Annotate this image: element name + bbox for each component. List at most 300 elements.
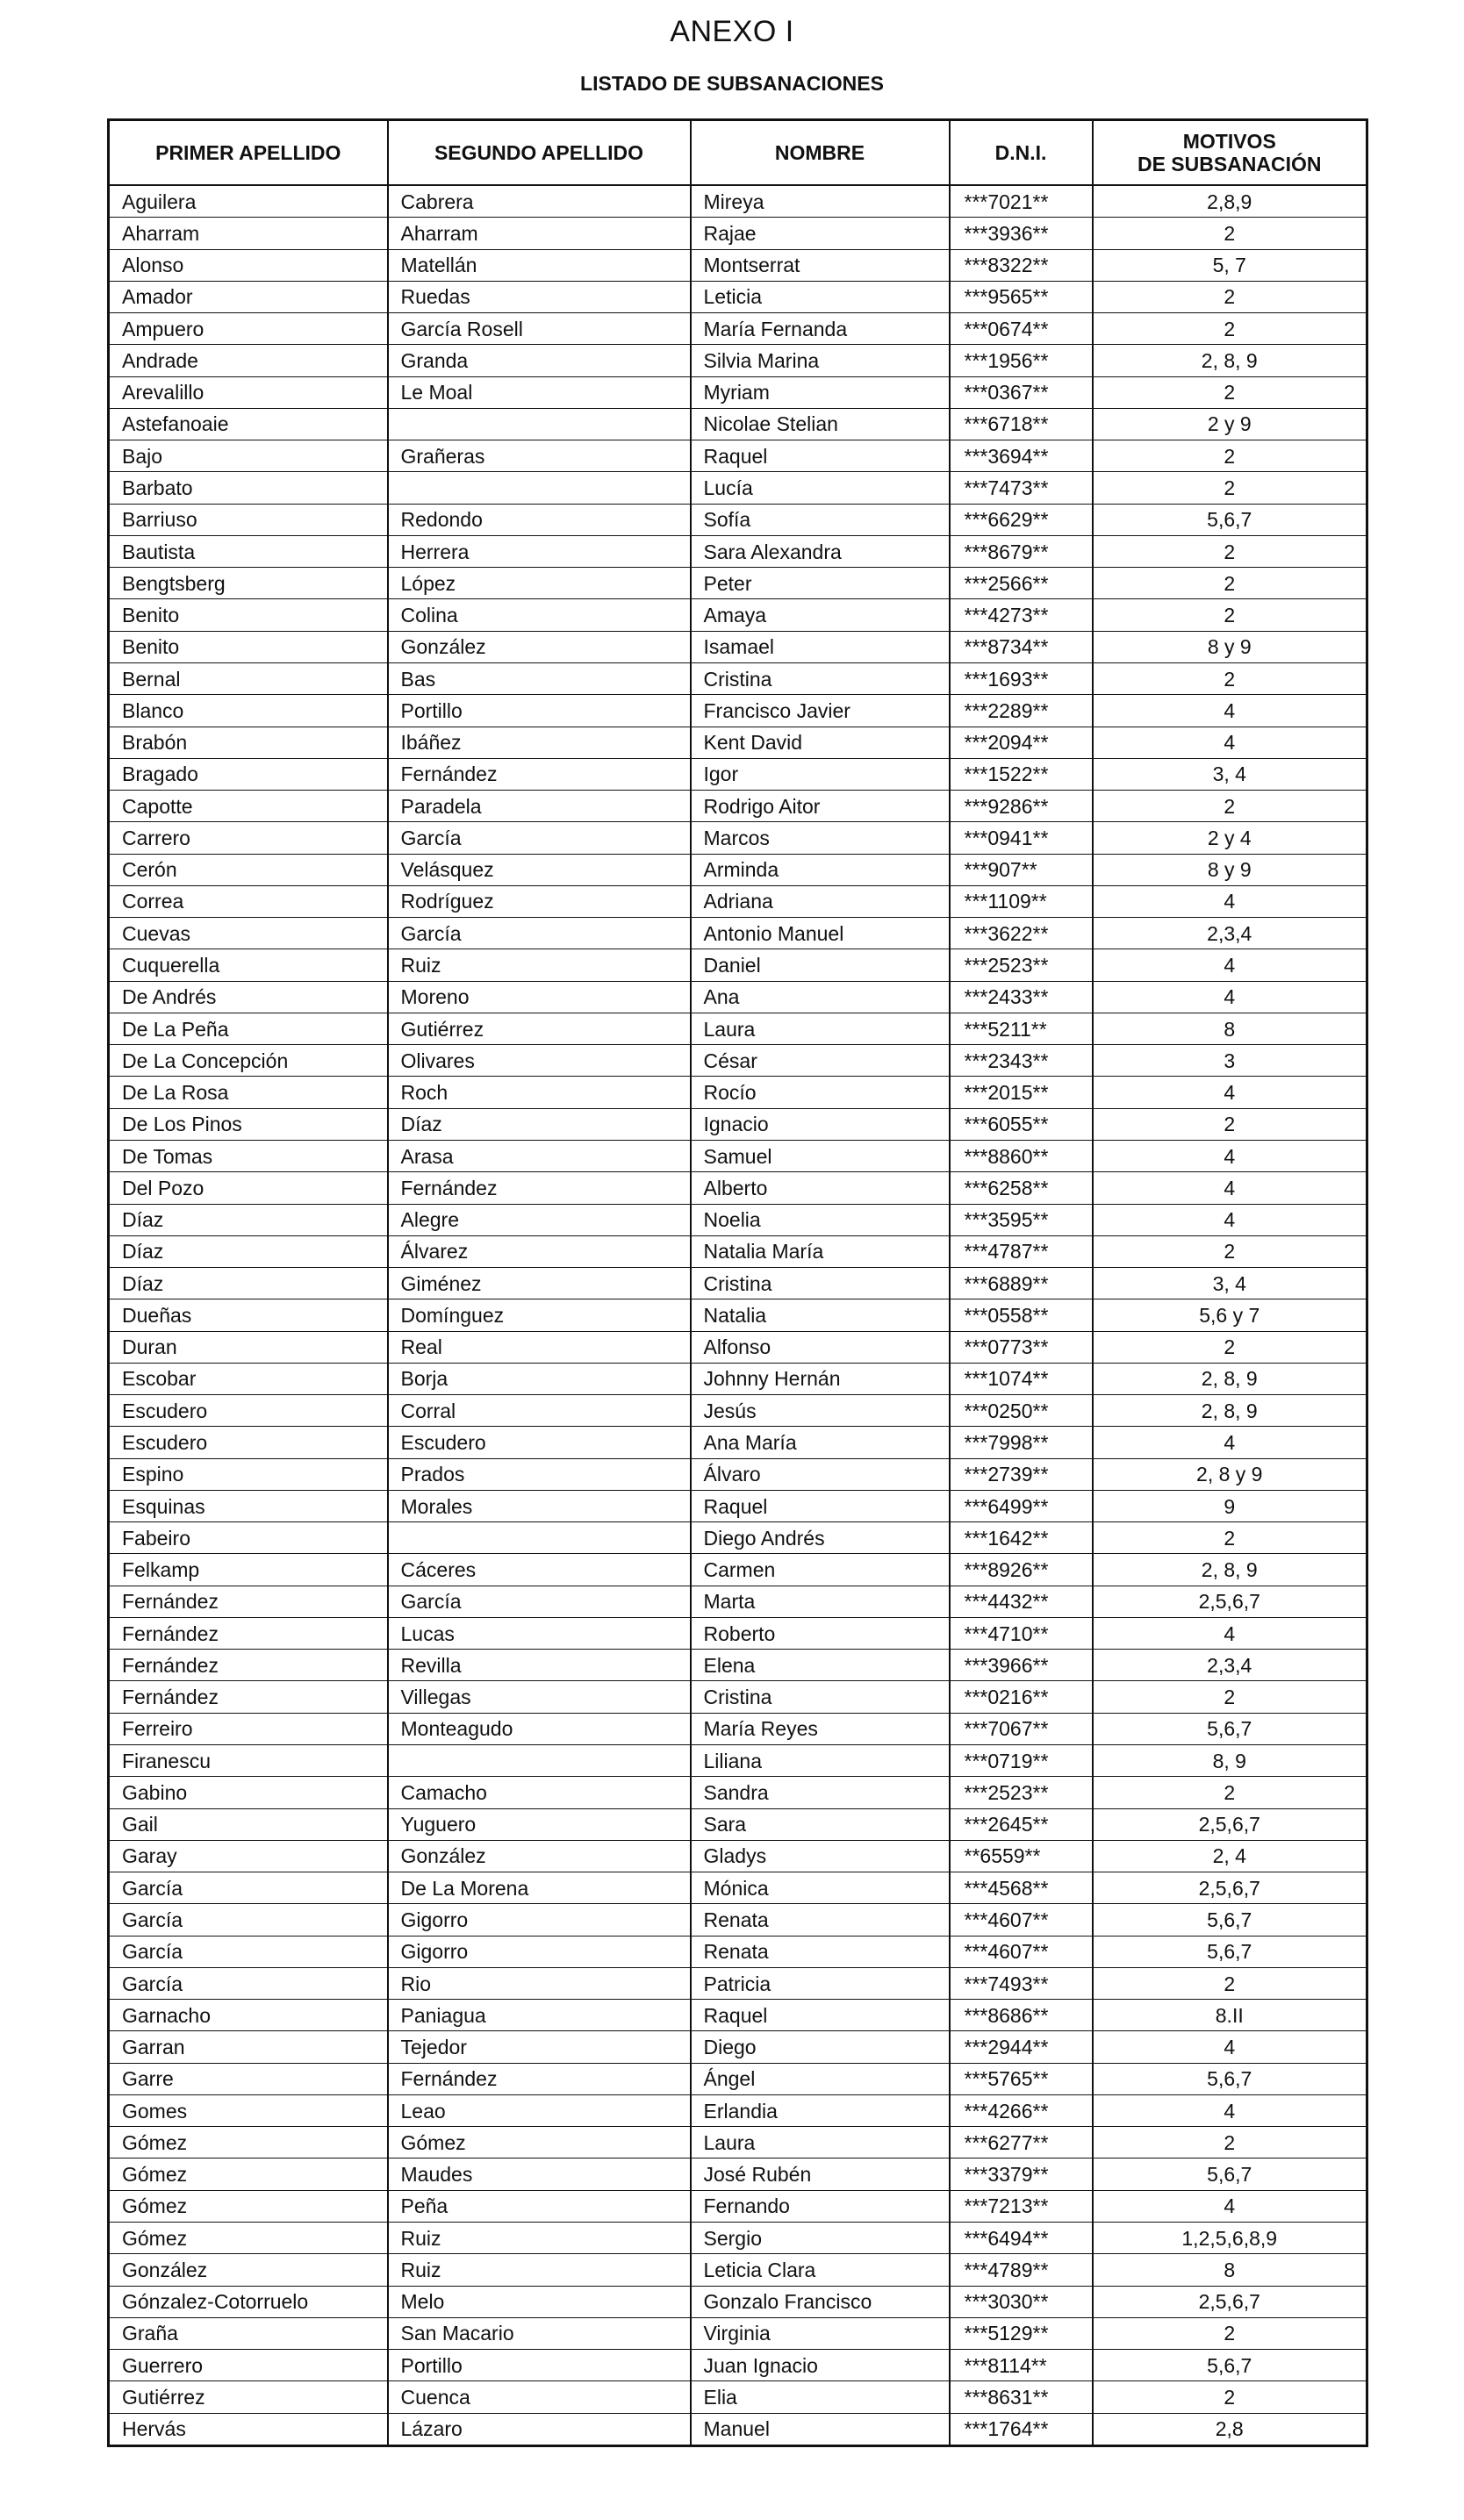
table-row (109, 1745, 1367, 1777)
motivos-cell: 8, 9 (1093, 1745, 1367, 1777)
table-row (109, 1013, 1367, 1044)
segundo-apellido-cell: Gigorro (388, 1936, 691, 1967)
dni-cell: ***0367** (950, 376, 1093, 408)
primer-apellido-cell: Gómez (109, 2127, 388, 2158)
dni-cell: ***9286** (950, 791, 1093, 822)
dni-cell: ***4607** (950, 1904, 1093, 1936)
motivos-cell: 8 y 9 (1093, 854, 1367, 885)
nombre-cell: Sergio (691, 2223, 950, 2254)
primer-apellido-cell: Escudero (109, 1395, 388, 1427)
nombre-cell: Raquel (691, 440, 950, 472)
primer-apellido-cell: Capotte (109, 791, 388, 822)
header-motivos (1093, 120, 1367, 186)
table-row (109, 822, 1367, 854)
primer-apellido-cell: Bengtsberg (109, 568, 388, 599)
primer-apellido-cell: Astefanoaie (109, 408, 388, 440)
primer-apellido-cell: Bajo (109, 440, 388, 472)
segundo-apellido-cell: Velásquez (388, 854, 691, 885)
dni-cell: ***6499** (950, 1490, 1093, 1521)
nombre-cell: Sandra (691, 1777, 950, 1808)
dni-cell: ***3694** (950, 440, 1093, 472)
motivos-cell: 2,3,4 (1093, 918, 1367, 949)
motivos-cell: 2, 8 y 9 (1093, 1458, 1367, 1490)
primer-apellido-cell: Bernal (109, 662, 388, 694)
dni-cell: ***2433** (950, 981, 1093, 1013)
nombre-cell: Silvia Marina (691, 345, 950, 376)
segundo-apellido-cell (388, 472, 691, 504)
nombre-cell: Elia (691, 2381, 950, 2413)
nombre-cell: Arminda (691, 854, 950, 885)
segundo-apellido-cell: González (388, 631, 691, 662)
nombre-cell: Sara (691, 1808, 950, 1840)
dni-cell: ***0773** (950, 1331, 1093, 1363)
segundo-apellido-cell: Herrera (388, 535, 691, 567)
segundo-apellido-cell: Prados (388, 1458, 691, 1490)
segundo-apellido-cell: Borja (388, 1363, 691, 1394)
segundo-apellido-cell: Alegre (388, 1204, 691, 1235)
segundo-apellido-cell: Paradela (388, 791, 691, 822)
table-row (109, 218, 1367, 249)
primer-apellido-cell: Guerrero (109, 2350, 388, 2381)
segundo-apellido-cell: García (388, 918, 691, 949)
primer-apellido-cell: Garran (109, 2031, 388, 2063)
nombre-cell: Diego Andrés (691, 1522, 950, 1554)
table-row (109, 599, 1367, 631)
table-row (109, 727, 1367, 758)
table-row (109, 376, 1367, 408)
motivos-cell: 5, 7 (1093, 249, 1367, 281)
dni-cell: ***6718** (950, 408, 1093, 440)
segundo-apellido-cell: Gutiérrez (388, 1013, 691, 1044)
nombre-cell: Ana María (691, 1427, 950, 1458)
primer-apellido-cell: Gomes (109, 2094, 388, 2126)
page-subtitle: LISTADO DE SUBSANACIONES (580, 72, 884, 95)
primer-apellido-cell: Brabón (109, 727, 388, 758)
table-row (109, 1554, 1367, 1586)
nombre-cell: Natalia María (691, 1235, 950, 1267)
table-row (109, 1108, 1367, 1140)
dni-cell: ***6889** (950, 1268, 1093, 1299)
motivos-cell: 5,6,7 (1093, 2350, 1367, 2381)
segundo-apellido-cell: Gómez (388, 2127, 691, 2158)
subsanaciones-table (107, 118, 1368, 2447)
motivos-cell: 8 (1093, 1013, 1367, 1044)
table-row (109, 1172, 1367, 1204)
table-row (109, 345, 1367, 376)
dni-cell: ***0941** (950, 822, 1093, 854)
primer-apellido-cell: García (109, 1872, 388, 1904)
segundo-apellido-cell: García (388, 1586, 691, 1617)
nombre-cell: Ana (691, 981, 950, 1013)
dni-cell: ***1764** (950, 2413, 1093, 2445)
segundo-apellido-cell: De La Morena (388, 1872, 691, 1904)
dni-cell: ***1074** (950, 1363, 1093, 1394)
table-row (109, 2158, 1367, 2190)
dni-cell: ***7213** (950, 2190, 1093, 2222)
motivos-cell: 4 (1093, 885, 1367, 917)
nombre-cell: Marcos (691, 822, 950, 854)
motivos-cell: 2 (1093, 535, 1367, 567)
primer-apellido-cell: Barbato (109, 472, 388, 504)
table-row (109, 1427, 1367, 1458)
table-row (109, 2094, 1367, 2126)
dni-cell: ***3622** (950, 918, 1093, 949)
segundo-apellido-cell: Leao (388, 2094, 691, 2126)
segundo-apellido-cell: Ruiz (388, 2254, 691, 2286)
nombre-cell: Virginia (691, 2317, 950, 2349)
motivos-cell: 2 (1093, 281, 1367, 312)
dni-cell: ***6277** (950, 2127, 1093, 2158)
header-nombre: NOMBRE (691, 120, 950, 186)
nombre-cell: Myriam (691, 376, 950, 408)
segundo-apellido-cell: Fernández (388, 1172, 691, 1204)
segundo-apellido-cell: García Rosell (388, 313, 691, 345)
dni-cell: ***1693** (950, 662, 1093, 694)
dni-cell: ***8860** (950, 1140, 1093, 1171)
table-row (109, 1363, 1367, 1394)
dni-cell: ***1522** (950, 758, 1093, 790)
nombre-cell: Raquel (691, 2000, 950, 2031)
motivos-cell: 2, 8, 9 (1093, 1554, 1367, 1586)
dni-cell: ***0216** (950, 1681, 1093, 1713)
table-row (109, 2223, 1367, 2254)
primer-apellido-cell: Amador (109, 281, 388, 312)
nombre-cell: Manuel (691, 2413, 950, 2445)
dni-cell: ***2523** (950, 949, 1093, 981)
motivos-cell: 1,2,5,6,8,9 (1093, 2223, 1367, 2254)
primer-apellido-cell: Gómez (109, 2190, 388, 2222)
primer-apellido-cell: Benito (109, 631, 388, 662)
nombre-cell: Alberto (691, 1172, 950, 1204)
segundo-apellido-cell: Portillo (388, 2350, 691, 2381)
motivos-cell: 4 (1093, 981, 1367, 1013)
primer-apellido-cell: Díaz (109, 1204, 388, 1235)
table-row (109, 1586, 1367, 1617)
table-row (109, 1235, 1367, 1267)
table-row (109, 1522, 1367, 1554)
table-row (109, 313, 1367, 345)
primer-apellido-cell: De La Peña (109, 1013, 388, 1044)
primer-apellido-cell: Díaz (109, 1235, 388, 1267)
nombre-cell: Raquel (691, 1490, 950, 1521)
dni-cell: ***4787** (950, 1235, 1093, 1267)
segundo-apellido-cell: Granda (388, 345, 691, 376)
dni-cell: ***2566** (950, 568, 1093, 599)
nombre-cell: Rocío (691, 1077, 950, 1108)
primer-apellido-cell: Espino (109, 1458, 388, 1490)
motivos-cell: 4 (1093, 695, 1367, 727)
table-row (109, 1490, 1367, 1521)
nombre-cell: Igor (691, 758, 950, 790)
table-row (109, 1268, 1367, 1299)
motivos-cell: 2 (1093, 2317, 1367, 2349)
dni-cell: ***6055** (950, 1108, 1093, 1140)
nombre-cell: Johnny Hernán (691, 1363, 950, 1394)
table-row (109, 662, 1367, 694)
dni-cell: ***8686** (950, 2000, 1093, 2031)
dni-cell: ***5211** (950, 1013, 1093, 1044)
nombre-cell: Roberto (691, 1617, 950, 1649)
dni-cell: ***1642** (950, 1522, 1093, 1554)
primer-apellido-cell: González (109, 2254, 388, 2286)
table-row (109, 1077, 1367, 1108)
table-row (109, 1617, 1367, 1649)
segundo-apellido-cell: Cuenca (388, 2381, 691, 2413)
segundo-apellido-cell: Le Moal (388, 376, 691, 408)
table-row (109, 1331, 1367, 1363)
dni-cell: ***1956** (950, 345, 1093, 376)
dni-cell: ***4710** (950, 1617, 1093, 1649)
motivos-cell: 2,5,6,7 (1093, 2286, 1367, 2317)
motivos-cell: 2 y 4 (1093, 822, 1367, 854)
header-primer-apellido: PRIMER APELLIDO (109, 120, 388, 186)
segundo-apellido-cell: Real (388, 1331, 691, 1363)
motivos-cell: 2 (1093, 440, 1367, 472)
motivos-cell: 2 (1093, 662, 1367, 694)
primer-apellido-cell: Graña (109, 2317, 388, 2349)
segundo-apellido-cell: Camacho (388, 1777, 691, 1808)
table-row (109, 2031, 1367, 2063)
nombre-cell: Gladys (691, 1840, 950, 1872)
table-row (109, 1681, 1367, 1713)
motivos-cell: 2 (1093, 791, 1367, 822)
motivos-cell: 5,6,7 (1093, 1713, 1367, 1744)
nombre-cell: Alfonso (691, 1331, 950, 1363)
motivos-cell: 4 (1093, 949, 1367, 981)
nombre-cell: Cristina (691, 662, 950, 694)
table-row (109, 504, 1367, 535)
segundo-apellido-cell: Matellán (388, 249, 691, 281)
motivos-cell: 2 y 9 (1093, 408, 1367, 440)
primer-apellido-cell: De Tomas (109, 1140, 388, 1171)
motivos-cell: 4 (1093, 727, 1367, 758)
primer-apellido-cell: Gail (109, 1808, 388, 1840)
dni-cell: **6559** (950, 1840, 1093, 1872)
motivos-cell: 5,6,7 (1093, 1936, 1367, 1967)
table-row (109, 1808, 1367, 1840)
nombre-cell: Patricia (691, 1967, 950, 1999)
primer-apellido-cell: Ampuero (109, 313, 388, 345)
segundo-apellido-cell (388, 1522, 691, 1554)
table-row (109, 2413, 1367, 2445)
segundo-apellido-cell: Álvarez (388, 1235, 691, 1267)
primer-apellido-cell: Carrero (109, 822, 388, 854)
dni-cell: ***5765** (950, 2063, 1093, 2094)
motivos-cell: 3, 4 (1093, 1268, 1367, 1299)
motivos-cell: 2 (1093, 1967, 1367, 1999)
primer-apellido-cell: Fernández (109, 1650, 388, 1681)
primer-apellido-cell: Garre (109, 2063, 388, 2094)
motivos-cell: 5,6,7 (1093, 2158, 1367, 2190)
primer-apellido-cell: De La Rosa (109, 1077, 388, 1108)
motivos-cell: 2,5,6,7 (1093, 1586, 1367, 1617)
segundo-apellido-cell: Roch (388, 1077, 691, 1108)
nombre-cell: Liliana (691, 1745, 950, 1777)
dni-cell: ***5129** (950, 2317, 1093, 2349)
motivos-cell: 4 (1093, 1140, 1367, 1171)
nombre-cell: Antonio Manuel (691, 918, 950, 949)
primer-apellido-cell: Blanco (109, 695, 388, 727)
dni-cell: ***2094** (950, 727, 1093, 758)
nombre-cell: Amaya (691, 599, 950, 631)
motivos-cell: 2,8,9 (1093, 185, 1367, 218)
table-row (109, 854, 1367, 885)
table-row (109, 949, 1367, 981)
nombre-cell: Leticia (691, 281, 950, 312)
nombre-cell: Marta (691, 1586, 950, 1617)
dni-cell: ***2343** (950, 1045, 1093, 1077)
motivos-cell: 2 (1093, 1777, 1367, 1808)
primer-apellido-cell: Fabeiro (109, 1522, 388, 1554)
dni-cell: ***8734** (950, 631, 1093, 662)
dni-cell: ***2523** (950, 1777, 1093, 1808)
table-row (109, 1936, 1367, 1967)
segundo-apellido-cell: San Macario (388, 2317, 691, 2349)
nombre-cell: Cristina (691, 1268, 950, 1299)
motivos-cell: 4 (1093, 2031, 1367, 2063)
table-row (109, 2254, 1367, 2286)
table-row (109, 758, 1367, 790)
motivos-cell: 2, 4 (1093, 1840, 1367, 1872)
primer-apellido-cell: Esquinas (109, 1490, 388, 1521)
primer-apellido-cell: Hervás (109, 2413, 388, 2445)
motivos-cell: 2,5,6,7 (1093, 1872, 1367, 1904)
nombre-cell: María Reyes (691, 1713, 950, 1744)
nombre-cell: Natalia (691, 1299, 950, 1331)
motivos-cell: 2 (1093, 2381, 1367, 2413)
dni-cell: ***2645** (950, 1808, 1093, 1840)
nombre-cell: Cristina (691, 1681, 950, 1713)
header-motivos-line2: DE SUBSANACIÓN (1137, 153, 1322, 175)
table-row (109, 1458, 1367, 1490)
table-row (109, 1840, 1367, 1872)
dni-cell: ***4273** (950, 599, 1093, 631)
motivos-cell: 5,6,7 (1093, 1904, 1367, 1936)
motivos-cell: 4 (1093, 1204, 1367, 1235)
table-row (109, 1299, 1367, 1331)
primer-apellido-cell: García (109, 1967, 388, 1999)
table-row (109, 281, 1367, 312)
motivos-cell: 3, 4 (1093, 758, 1367, 790)
motivos-cell: 2 (1093, 218, 1367, 249)
nombre-cell: Mónica (691, 1872, 950, 1904)
table-row (109, 535, 1367, 567)
motivos-cell: 8 y 9 (1093, 631, 1367, 662)
primer-apellido-cell: Firanescu (109, 1745, 388, 1777)
dni-cell: ***4266** (950, 2094, 1093, 2126)
motivos-cell: 5,6 y 7 (1093, 1299, 1367, 1331)
table-row (109, 1713, 1367, 1744)
dni-cell: ***3379** (950, 2158, 1093, 2190)
dni-cell: ***7021** (950, 185, 1093, 218)
motivos-cell: 2 (1093, 1331, 1367, 1363)
primer-apellido-cell: De Los Pinos (109, 1108, 388, 1140)
table-header-row (109, 120, 1367, 186)
dni-cell: ***8679** (950, 535, 1093, 567)
table-row (109, 2000, 1367, 2031)
dni-cell: ***8114** (950, 2350, 1093, 2381)
table-row (109, 185, 1367, 218)
motivos-cell: 5,6,7 (1093, 504, 1367, 535)
segundo-apellido-cell: Domínguez (388, 1299, 691, 1331)
table-row (109, 2127, 1367, 2158)
dni-cell: ***0674** (950, 313, 1093, 345)
segundo-apellido-cell: Lucas (388, 1617, 691, 1649)
table-row (109, 2063, 1367, 2094)
dni-cell: ***3595** (950, 1204, 1093, 1235)
motivos-cell: 4 (1093, 1172, 1367, 1204)
table-row (109, 885, 1367, 917)
dni-cell: ***4607** (950, 1936, 1093, 1967)
segundo-apellido-cell: Ibáñez (388, 727, 691, 758)
primer-apellido-cell: Correa (109, 885, 388, 917)
dni-cell: ***7473** (950, 472, 1093, 504)
dni-cell: ***6494** (950, 2223, 1093, 2254)
primer-apellido-cell: Gónzalez-Cotorruelo (109, 2286, 388, 2317)
dni-cell: ***2015** (950, 1077, 1093, 1108)
segundo-apellido-cell: Morales (388, 1490, 691, 1521)
motivos-cell: 2 (1093, 472, 1367, 504)
table-row (109, 2317, 1367, 2349)
segundo-apellido-cell: Maudes (388, 2158, 691, 2190)
table-row (109, 1140, 1367, 1171)
dni-cell: ***7998** (950, 1427, 1093, 1458)
table-row (109, 2286, 1367, 2317)
primer-apellido-cell: Del Pozo (109, 1172, 388, 1204)
motivos-cell: 4 (1093, 2190, 1367, 2222)
nombre-cell: Rajae (691, 218, 950, 249)
segundo-apellido-cell: Bas (388, 662, 691, 694)
header-segundo-apellido: SEGUNDO APELLIDO (388, 120, 691, 186)
motivos-cell: 2, 8, 9 (1093, 1363, 1367, 1394)
table-row (109, 1777, 1367, 1808)
nombre-cell: Laura (691, 2127, 950, 2158)
nombre-cell: Carmen (691, 1554, 950, 1586)
table-row (109, 1967, 1367, 1999)
primer-apellido-cell: Cuevas (109, 918, 388, 949)
nombre-cell: María Fernanda (691, 313, 950, 345)
segundo-apellido-cell: Grañeras (388, 440, 691, 472)
segundo-apellido-cell: Rodríguez (388, 885, 691, 917)
motivos-cell: 2,5,6,7 (1093, 1808, 1367, 1840)
segundo-apellido-cell: Ruiz (388, 949, 691, 981)
dni-cell: ***2739** (950, 1458, 1093, 1490)
table-row (109, 568, 1367, 599)
table-row (109, 981, 1367, 1013)
primer-apellido-cell: Cuquerella (109, 949, 388, 981)
nombre-cell: Elena (691, 1650, 950, 1681)
primer-apellido-cell: Garnacho (109, 2000, 388, 2031)
table-row (109, 408, 1367, 440)
primer-apellido-cell: Ferreiro (109, 1713, 388, 1744)
motivos-cell: 2 (1093, 2127, 1367, 2158)
primer-apellido-cell: De La Concepción (109, 1045, 388, 1077)
dni-cell: ***8631** (950, 2381, 1093, 2413)
nombre-cell: Ignacio (691, 1108, 950, 1140)
primer-apellido-cell: Garay (109, 1840, 388, 1872)
motivos-cell: 2 (1093, 313, 1367, 345)
dni-cell: ***9565** (950, 281, 1093, 312)
primer-apellido-cell: Barriuso (109, 504, 388, 535)
primer-apellido-cell: Gutiérrez (109, 2381, 388, 2413)
primer-apellido-cell: Cerón (109, 854, 388, 885)
motivos-cell: 5,6,7 (1093, 2063, 1367, 2094)
segundo-apellido-cell: Ruiz (388, 2223, 691, 2254)
segundo-apellido-cell: Melo (388, 2286, 691, 2317)
dni-cell: ***1109** (950, 885, 1093, 917)
dni-cell: ***4568** (950, 1872, 1093, 1904)
segundo-apellido-cell: Giménez (388, 1268, 691, 1299)
